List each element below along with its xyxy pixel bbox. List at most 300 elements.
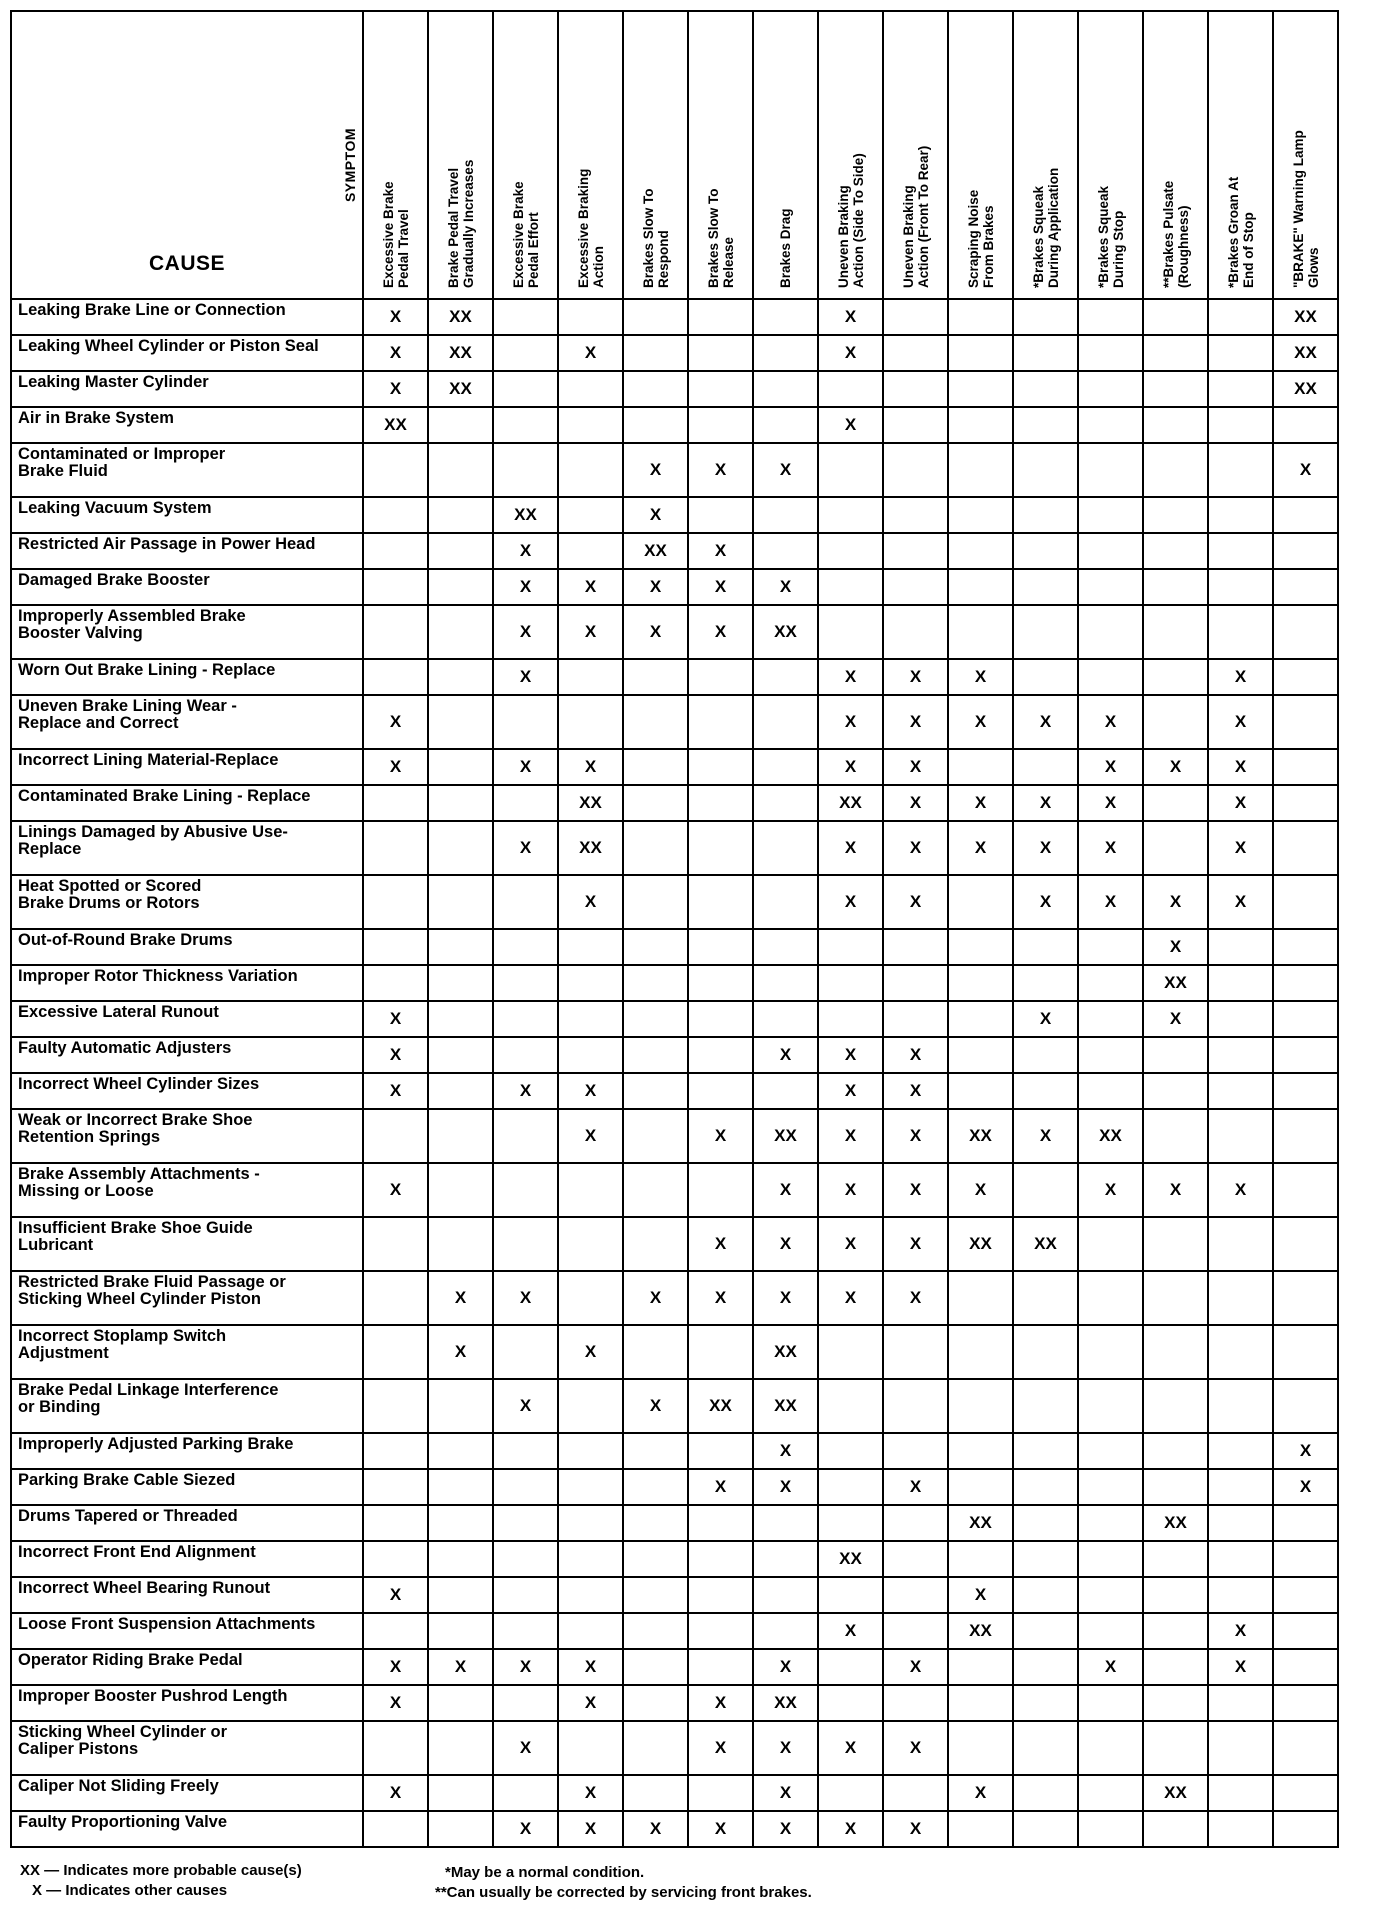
empty-cell bbox=[493, 1577, 558, 1613]
cause-mark-cell: X bbox=[558, 605, 623, 659]
symptom-header-label: Excessive Brake Pedal Effort bbox=[510, 181, 541, 288]
empty-cell bbox=[688, 695, 753, 749]
empty-cell bbox=[1078, 1721, 1143, 1775]
empty-cell bbox=[753, 299, 818, 335]
cause-mark-cell: X bbox=[688, 1469, 753, 1505]
table-row bbox=[11, 929, 1338, 965]
empty-cell bbox=[1273, 1613, 1338, 1649]
cause-mark-cell: X bbox=[363, 1685, 428, 1721]
empty-cell bbox=[428, 1541, 493, 1577]
symptom-header-3 bbox=[493, 11, 558, 299]
cause-mark-cell: X bbox=[623, 605, 688, 659]
table-row bbox=[11, 335, 1338, 371]
empty-cell bbox=[428, 497, 493, 533]
cause-mark-cell: X bbox=[493, 605, 558, 659]
empty-cell bbox=[818, 443, 883, 497]
cause-mark-cell: XX bbox=[818, 1541, 883, 1577]
cause-mark-cell: XX bbox=[1273, 299, 1338, 335]
empty-cell bbox=[1078, 1775, 1143, 1811]
empty-cell bbox=[1208, 1469, 1273, 1505]
empty-cell bbox=[493, 929, 558, 965]
cause-cell: Improper Booster Pushrod Length bbox=[11, 1685, 363, 1721]
cause-cell: Damaged Brake Booster bbox=[11, 569, 363, 605]
table-row bbox=[11, 407, 1338, 443]
cause-mark-cell: XX bbox=[1013, 1217, 1078, 1271]
empty-cell bbox=[1078, 1433, 1143, 1469]
empty-cell bbox=[1013, 371, 1078, 407]
empty-cell bbox=[753, 407, 818, 443]
cause-mark-cell: X bbox=[623, 1811, 688, 1847]
empty-cell bbox=[1013, 443, 1078, 497]
table-row bbox=[11, 1379, 1338, 1433]
empty-cell bbox=[363, 533, 428, 569]
empty-cell bbox=[363, 1379, 428, 1433]
empty-cell bbox=[1143, 1271, 1208, 1325]
cause-mark-cell: X bbox=[883, 1037, 948, 1073]
empty-cell bbox=[1208, 443, 1273, 497]
empty-cell bbox=[623, 929, 688, 965]
empty-cell bbox=[493, 335, 558, 371]
empty-cell bbox=[363, 1505, 428, 1541]
empty-cell bbox=[818, 533, 883, 569]
empty-cell bbox=[363, 821, 428, 875]
empty-cell bbox=[493, 1001, 558, 1037]
cause-mark-cell: XX bbox=[753, 605, 818, 659]
empty-cell bbox=[883, 605, 948, 659]
empty-cell bbox=[1208, 1217, 1273, 1271]
cause-cell: Restricted Air Passage in Power Head bbox=[11, 533, 363, 569]
cause-mark-cell: X bbox=[883, 1073, 948, 1109]
empty-cell bbox=[1013, 1685, 1078, 1721]
cause-mark-cell: X bbox=[688, 1721, 753, 1775]
cause-cell: Contaminated Brake Lining - Replace bbox=[11, 785, 363, 821]
empty-cell bbox=[1273, 1217, 1338, 1271]
empty-cell bbox=[363, 1109, 428, 1163]
empty-cell bbox=[1078, 1469, 1143, 1505]
symptom-header-label: Excessive Braking Action bbox=[575, 168, 606, 288]
cause-mark-cell: X bbox=[558, 335, 623, 371]
empty-cell bbox=[428, 749, 493, 785]
empty-cell bbox=[818, 1001, 883, 1037]
empty-cell bbox=[818, 1469, 883, 1505]
troubleshooting-page bbox=[10, 10, 1376, 1908]
empty-cell bbox=[818, 569, 883, 605]
empty-cell bbox=[1013, 1775, 1078, 1811]
cause-mark-cell: X bbox=[623, 1379, 688, 1433]
cause-label: CAUSE bbox=[148, 252, 225, 275]
symptom-label: SYMPTOM bbox=[342, 127, 358, 202]
table-row bbox=[11, 1271, 1338, 1325]
empty-cell bbox=[1013, 929, 1078, 965]
empty-cell bbox=[1208, 1073, 1273, 1109]
cause-cell: Faulty Automatic Adjusters bbox=[11, 1037, 363, 1073]
empty-cell bbox=[1273, 659, 1338, 695]
empty-cell bbox=[688, 929, 753, 965]
empty-cell bbox=[558, 443, 623, 497]
cause-mark-cell: X bbox=[1078, 749, 1143, 785]
cause-mark-cell: X bbox=[1143, 1163, 1208, 1217]
cause-mark-cell: X bbox=[1208, 749, 1273, 785]
empty-cell bbox=[1273, 1037, 1338, 1073]
empty-cell bbox=[1078, 443, 1143, 497]
cause-mark-cell: X bbox=[948, 785, 1013, 821]
cause-mark-cell: X bbox=[558, 569, 623, 605]
table-row bbox=[11, 1325, 1338, 1379]
cause-cell: Faulty Proportioning Valve bbox=[11, 1811, 363, 1847]
cause-cell: Incorrect Stoplamp Switch Adjustment bbox=[11, 1325, 363, 1379]
legend-note-front-brakes: **Can usually be corrected by servicing front brakes. bbox=[435, 1884, 812, 1901]
empty-cell bbox=[493, 443, 558, 497]
empty-cell bbox=[1143, 1325, 1208, 1379]
empty-cell bbox=[948, 299, 1013, 335]
empty-cell bbox=[1273, 1271, 1338, 1325]
cause-mark-cell: X bbox=[688, 1271, 753, 1325]
cause-mark-cell: X bbox=[493, 1379, 558, 1433]
cause-cell: Improperly Assembled Brake Booster Valving bbox=[11, 605, 363, 659]
symptom-header-label: Scraping Noise From Brakes bbox=[965, 189, 996, 288]
empty-cell bbox=[818, 1685, 883, 1721]
empty-cell bbox=[558, 1721, 623, 1775]
legend bbox=[10, 1848, 1376, 1908]
empty-cell bbox=[688, 749, 753, 785]
empty-cell bbox=[1143, 1073, 1208, 1109]
empty-cell bbox=[688, 497, 753, 533]
empty-cell bbox=[428, 821, 493, 875]
empty-cell bbox=[688, 1073, 753, 1109]
empty-cell bbox=[1273, 929, 1338, 965]
legend-xx: XX — Indicates more probable cause(s) bbox=[20, 1862, 302, 1879]
empty-cell bbox=[948, 407, 1013, 443]
empty-cell bbox=[493, 695, 558, 749]
table-row bbox=[11, 785, 1338, 821]
empty-cell bbox=[1078, 1811, 1143, 1847]
cause-cell: Drums Tapered or Threaded bbox=[11, 1505, 363, 1541]
empty-cell bbox=[1078, 1001, 1143, 1037]
cause-mark-cell: X bbox=[883, 1649, 948, 1685]
empty-cell bbox=[363, 1325, 428, 1379]
cause-mark-cell: X bbox=[493, 1721, 558, 1775]
empty-cell bbox=[558, 1163, 623, 1217]
empty-cell bbox=[1273, 1109, 1338, 1163]
cause-mark-cell: X bbox=[558, 1073, 623, 1109]
empty-cell bbox=[1143, 443, 1208, 497]
empty-cell bbox=[883, 371, 948, 407]
cause-mark-cell: X bbox=[883, 1109, 948, 1163]
empty-cell bbox=[1208, 965, 1273, 1001]
empty-cell bbox=[363, 1271, 428, 1325]
cause-mark-cell: X bbox=[688, 605, 753, 659]
empty-cell bbox=[428, 443, 493, 497]
cause-mark-cell: X bbox=[1143, 875, 1208, 929]
empty-cell bbox=[623, 1325, 688, 1379]
empty-cell bbox=[558, 1433, 623, 1469]
cause-mark-cell: X bbox=[753, 569, 818, 605]
table-row bbox=[11, 821, 1338, 875]
cause-cell: Sticking Wheel Cylinder or Caliper Pistons bbox=[11, 1721, 363, 1775]
empty-cell bbox=[753, 371, 818, 407]
empty-cell bbox=[688, 407, 753, 443]
empty-cell bbox=[1143, 1721, 1208, 1775]
cause-mark-cell: X bbox=[818, 1217, 883, 1271]
cause-mark-cell: X bbox=[493, 821, 558, 875]
empty-cell bbox=[1273, 1379, 1338, 1433]
cause-mark-cell: X bbox=[753, 1811, 818, 1847]
empty-cell bbox=[883, 929, 948, 965]
cause-mark-cell: X bbox=[1143, 749, 1208, 785]
cause-mark-cell: X bbox=[688, 1685, 753, 1721]
empty-cell bbox=[1273, 1775, 1338, 1811]
empty-cell bbox=[948, 497, 1013, 533]
empty-cell bbox=[1078, 335, 1143, 371]
cause-mark-cell: X bbox=[493, 1649, 558, 1685]
cause-mark-cell: X bbox=[818, 1721, 883, 1775]
cause-mark-cell: X bbox=[688, 1109, 753, 1163]
symptom-header-label: Uneven Braking Action (Side To Side) bbox=[835, 153, 866, 288]
cause-mark-cell: X bbox=[1208, 1163, 1273, 1217]
symptom-header-label: Brake Pedal Travel Gradually Increases bbox=[445, 159, 476, 288]
empty-cell bbox=[1208, 1775, 1273, 1811]
empty-cell bbox=[493, 965, 558, 1001]
cause-cell: Caliper Not Sliding Freely bbox=[11, 1775, 363, 1811]
empty-cell bbox=[1013, 1037, 1078, 1073]
cause-mark-cell: X bbox=[493, 569, 558, 605]
cause-mark-cell: XX bbox=[948, 1109, 1013, 1163]
cause-mark-cell: XX bbox=[753, 1685, 818, 1721]
empty-cell bbox=[1273, 1541, 1338, 1577]
empty-cell bbox=[428, 965, 493, 1001]
empty-cell bbox=[948, 1685, 1013, 1721]
empty-cell bbox=[753, 659, 818, 695]
empty-cell bbox=[883, 1433, 948, 1469]
empty-cell bbox=[818, 1505, 883, 1541]
cause-cell: Contaminated or Improper Brake Fluid bbox=[11, 443, 363, 497]
cause-mark-cell: X bbox=[558, 875, 623, 929]
empty-cell bbox=[558, 1037, 623, 1073]
empty-cell bbox=[1143, 1811, 1208, 1847]
empty-cell bbox=[948, 1541, 1013, 1577]
cause-mark-cell: X bbox=[688, 533, 753, 569]
cause-mark-cell: X bbox=[493, 1811, 558, 1847]
cause-mark-cell: X bbox=[363, 1163, 428, 1217]
table-row bbox=[11, 1775, 1338, 1811]
empty-cell bbox=[623, 1649, 688, 1685]
cause-header-cell bbox=[11, 11, 363, 299]
cause-mark-cell: X bbox=[753, 1775, 818, 1811]
empty-cell bbox=[753, 533, 818, 569]
empty-cell bbox=[883, 965, 948, 1001]
empty-cell bbox=[558, 1613, 623, 1649]
empty-cell bbox=[428, 1505, 493, 1541]
empty-cell bbox=[1143, 299, 1208, 335]
empty-cell bbox=[948, 929, 1013, 965]
empty-cell bbox=[493, 407, 558, 443]
empty-cell bbox=[558, 407, 623, 443]
empty-cell bbox=[493, 1685, 558, 1721]
empty-cell bbox=[493, 1433, 558, 1469]
empty-cell bbox=[428, 1433, 493, 1469]
empty-cell bbox=[623, 1469, 688, 1505]
empty-cell bbox=[948, 1811, 1013, 1847]
empty-cell bbox=[753, 335, 818, 371]
cause-mark-cell: X bbox=[493, 1073, 558, 1109]
empty-cell bbox=[688, 299, 753, 335]
cause-mark-cell: X bbox=[493, 659, 558, 695]
cause-cell: Parking Brake Cable Siezed bbox=[11, 1469, 363, 1505]
cause-mark-cell: X bbox=[363, 1775, 428, 1811]
empty-cell bbox=[428, 659, 493, 695]
empty-cell bbox=[1013, 1649, 1078, 1685]
empty-cell bbox=[1273, 965, 1338, 1001]
cause-mark-cell: X bbox=[1208, 659, 1273, 695]
empty-cell bbox=[688, 1613, 753, 1649]
cause-mark-cell: X bbox=[753, 1163, 818, 1217]
empty-cell bbox=[1143, 1577, 1208, 1613]
cause-mark-cell: X bbox=[1273, 443, 1338, 497]
cause-mark-cell: XX bbox=[948, 1217, 1013, 1271]
empty-cell bbox=[1273, 1325, 1338, 1379]
empty-cell bbox=[948, 965, 1013, 1001]
empty-cell bbox=[948, 371, 1013, 407]
empty-cell bbox=[883, 1505, 948, 1541]
table-body bbox=[11, 299, 1338, 1847]
empty-cell bbox=[558, 299, 623, 335]
table-row bbox=[11, 1163, 1338, 1217]
cause-cell: Insufficient Brake Shoe Guide Lubricant bbox=[11, 1217, 363, 1271]
empty-cell bbox=[688, 1649, 753, 1685]
empty-cell bbox=[558, 695, 623, 749]
brake-diagnosis-table bbox=[10, 10, 1339, 1848]
empty-cell bbox=[1078, 533, 1143, 569]
empty-cell bbox=[948, 1469, 1013, 1505]
empty-cell bbox=[363, 965, 428, 1001]
empty-cell bbox=[753, 1577, 818, 1613]
empty-cell bbox=[428, 1109, 493, 1163]
cause-cell: Improperly Adjusted Parking Brake bbox=[11, 1433, 363, 1469]
table-row bbox=[11, 569, 1338, 605]
cause-mark-cell: X bbox=[883, 875, 948, 929]
empty-cell bbox=[1078, 659, 1143, 695]
empty-cell bbox=[623, 1217, 688, 1271]
empty-cell bbox=[948, 749, 1013, 785]
cause-mark-cell: XX bbox=[753, 1379, 818, 1433]
cause-mark-cell: X bbox=[883, 749, 948, 785]
table-row bbox=[11, 443, 1338, 497]
cause-mark-cell: X bbox=[948, 821, 1013, 875]
table-row bbox=[11, 1073, 1338, 1109]
empty-cell bbox=[688, 1541, 753, 1577]
table-row bbox=[11, 1433, 1338, 1469]
cause-cell: Incorrect Front End Alignment bbox=[11, 1541, 363, 1577]
empty-cell bbox=[1143, 1649, 1208, 1685]
empty-cell bbox=[1078, 1541, 1143, 1577]
symptom-header-1 bbox=[363, 11, 428, 299]
empty-cell bbox=[688, 1037, 753, 1073]
cause-mark-cell: X bbox=[493, 533, 558, 569]
empty-cell bbox=[623, 299, 688, 335]
empty-cell bbox=[688, 875, 753, 929]
empty-cell bbox=[1013, 1271, 1078, 1325]
cause-mark-cell: X bbox=[818, 1811, 883, 1847]
empty-cell bbox=[883, 1001, 948, 1037]
empty-cell bbox=[1013, 497, 1078, 533]
empty-cell bbox=[428, 407, 493, 443]
empty-cell bbox=[1208, 1505, 1273, 1541]
table-row bbox=[11, 875, 1338, 929]
cause-mark-cell: X bbox=[1273, 1469, 1338, 1505]
empty-cell bbox=[428, 1073, 493, 1109]
cause-mark-cell: X bbox=[1208, 875, 1273, 929]
empty-cell bbox=[623, 407, 688, 443]
empty-cell bbox=[753, 785, 818, 821]
empty-cell bbox=[493, 1037, 558, 1073]
empty-cell bbox=[363, 929, 428, 965]
empty-cell bbox=[428, 1577, 493, 1613]
empty-cell bbox=[948, 1649, 1013, 1685]
empty-cell bbox=[1013, 335, 1078, 371]
empty-cell bbox=[493, 1505, 558, 1541]
empty-cell bbox=[1013, 299, 1078, 335]
symptom-header-label: **Brakes Pulsate (Roughness) bbox=[1160, 180, 1191, 288]
empty-cell bbox=[428, 785, 493, 821]
empty-cell bbox=[493, 1109, 558, 1163]
empty-cell bbox=[623, 1577, 688, 1613]
empty-cell bbox=[1273, 1001, 1338, 1037]
symptom-header-label: "BRAKE" Warning Lamp Glows bbox=[1290, 130, 1321, 288]
empty-cell bbox=[948, 533, 1013, 569]
empty-cell bbox=[883, 569, 948, 605]
empty-cell bbox=[948, 569, 1013, 605]
empty-cell bbox=[1013, 1325, 1078, 1379]
empty-cell bbox=[623, 1685, 688, 1721]
empty-cell bbox=[883, 1613, 948, 1649]
empty-cell bbox=[428, 1163, 493, 1217]
empty-cell bbox=[623, 785, 688, 821]
cause-mark-cell: X bbox=[363, 371, 428, 407]
cause-mark-cell: X bbox=[753, 1721, 818, 1775]
cause-mark-cell: X bbox=[623, 569, 688, 605]
empty-cell bbox=[1273, 749, 1338, 785]
empty-cell bbox=[363, 569, 428, 605]
symptom-header-label: Excessive Brake Pedal Travel bbox=[380, 181, 411, 288]
symptom-header-label: *Brakes Squeak During Application bbox=[1030, 167, 1061, 288]
empty-cell bbox=[363, 443, 428, 497]
empty-cell bbox=[1078, 1577, 1143, 1613]
empty-cell bbox=[948, 1433, 1013, 1469]
cause-mark-cell: X bbox=[883, 659, 948, 695]
empty-cell bbox=[1208, 371, 1273, 407]
empty-cell bbox=[1273, 533, 1338, 569]
table-row bbox=[11, 371, 1338, 407]
table-row bbox=[11, 1505, 1338, 1541]
empty-cell bbox=[428, 533, 493, 569]
empty-cell bbox=[688, 1775, 753, 1811]
empty-cell bbox=[1143, 1379, 1208, 1433]
cause-mark-cell: X bbox=[363, 695, 428, 749]
empty-cell bbox=[688, 821, 753, 875]
empty-cell bbox=[1143, 695, 1208, 749]
empty-cell bbox=[623, 965, 688, 1001]
empty-cell bbox=[1273, 407, 1338, 443]
empty-cell bbox=[1273, 875, 1338, 929]
empty-cell bbox=[1143, 1109, 1208, 1163]
cause-mark-cell: X bbox=[753, 1271, 818, 1325]
empty-cell bbox=[363, 1469, 428, 1505]
empty-cell bbox=[1078, 299, 1143, 335]
empty-cell bbox=[363, 785, 428, 821]
empty-cell bbox=[623, 749, 688, 785]
empty-cell bbox=[948, 605, 1013, 659]
empty-cell bbox=[1273, 1649, 1338, 1685]
